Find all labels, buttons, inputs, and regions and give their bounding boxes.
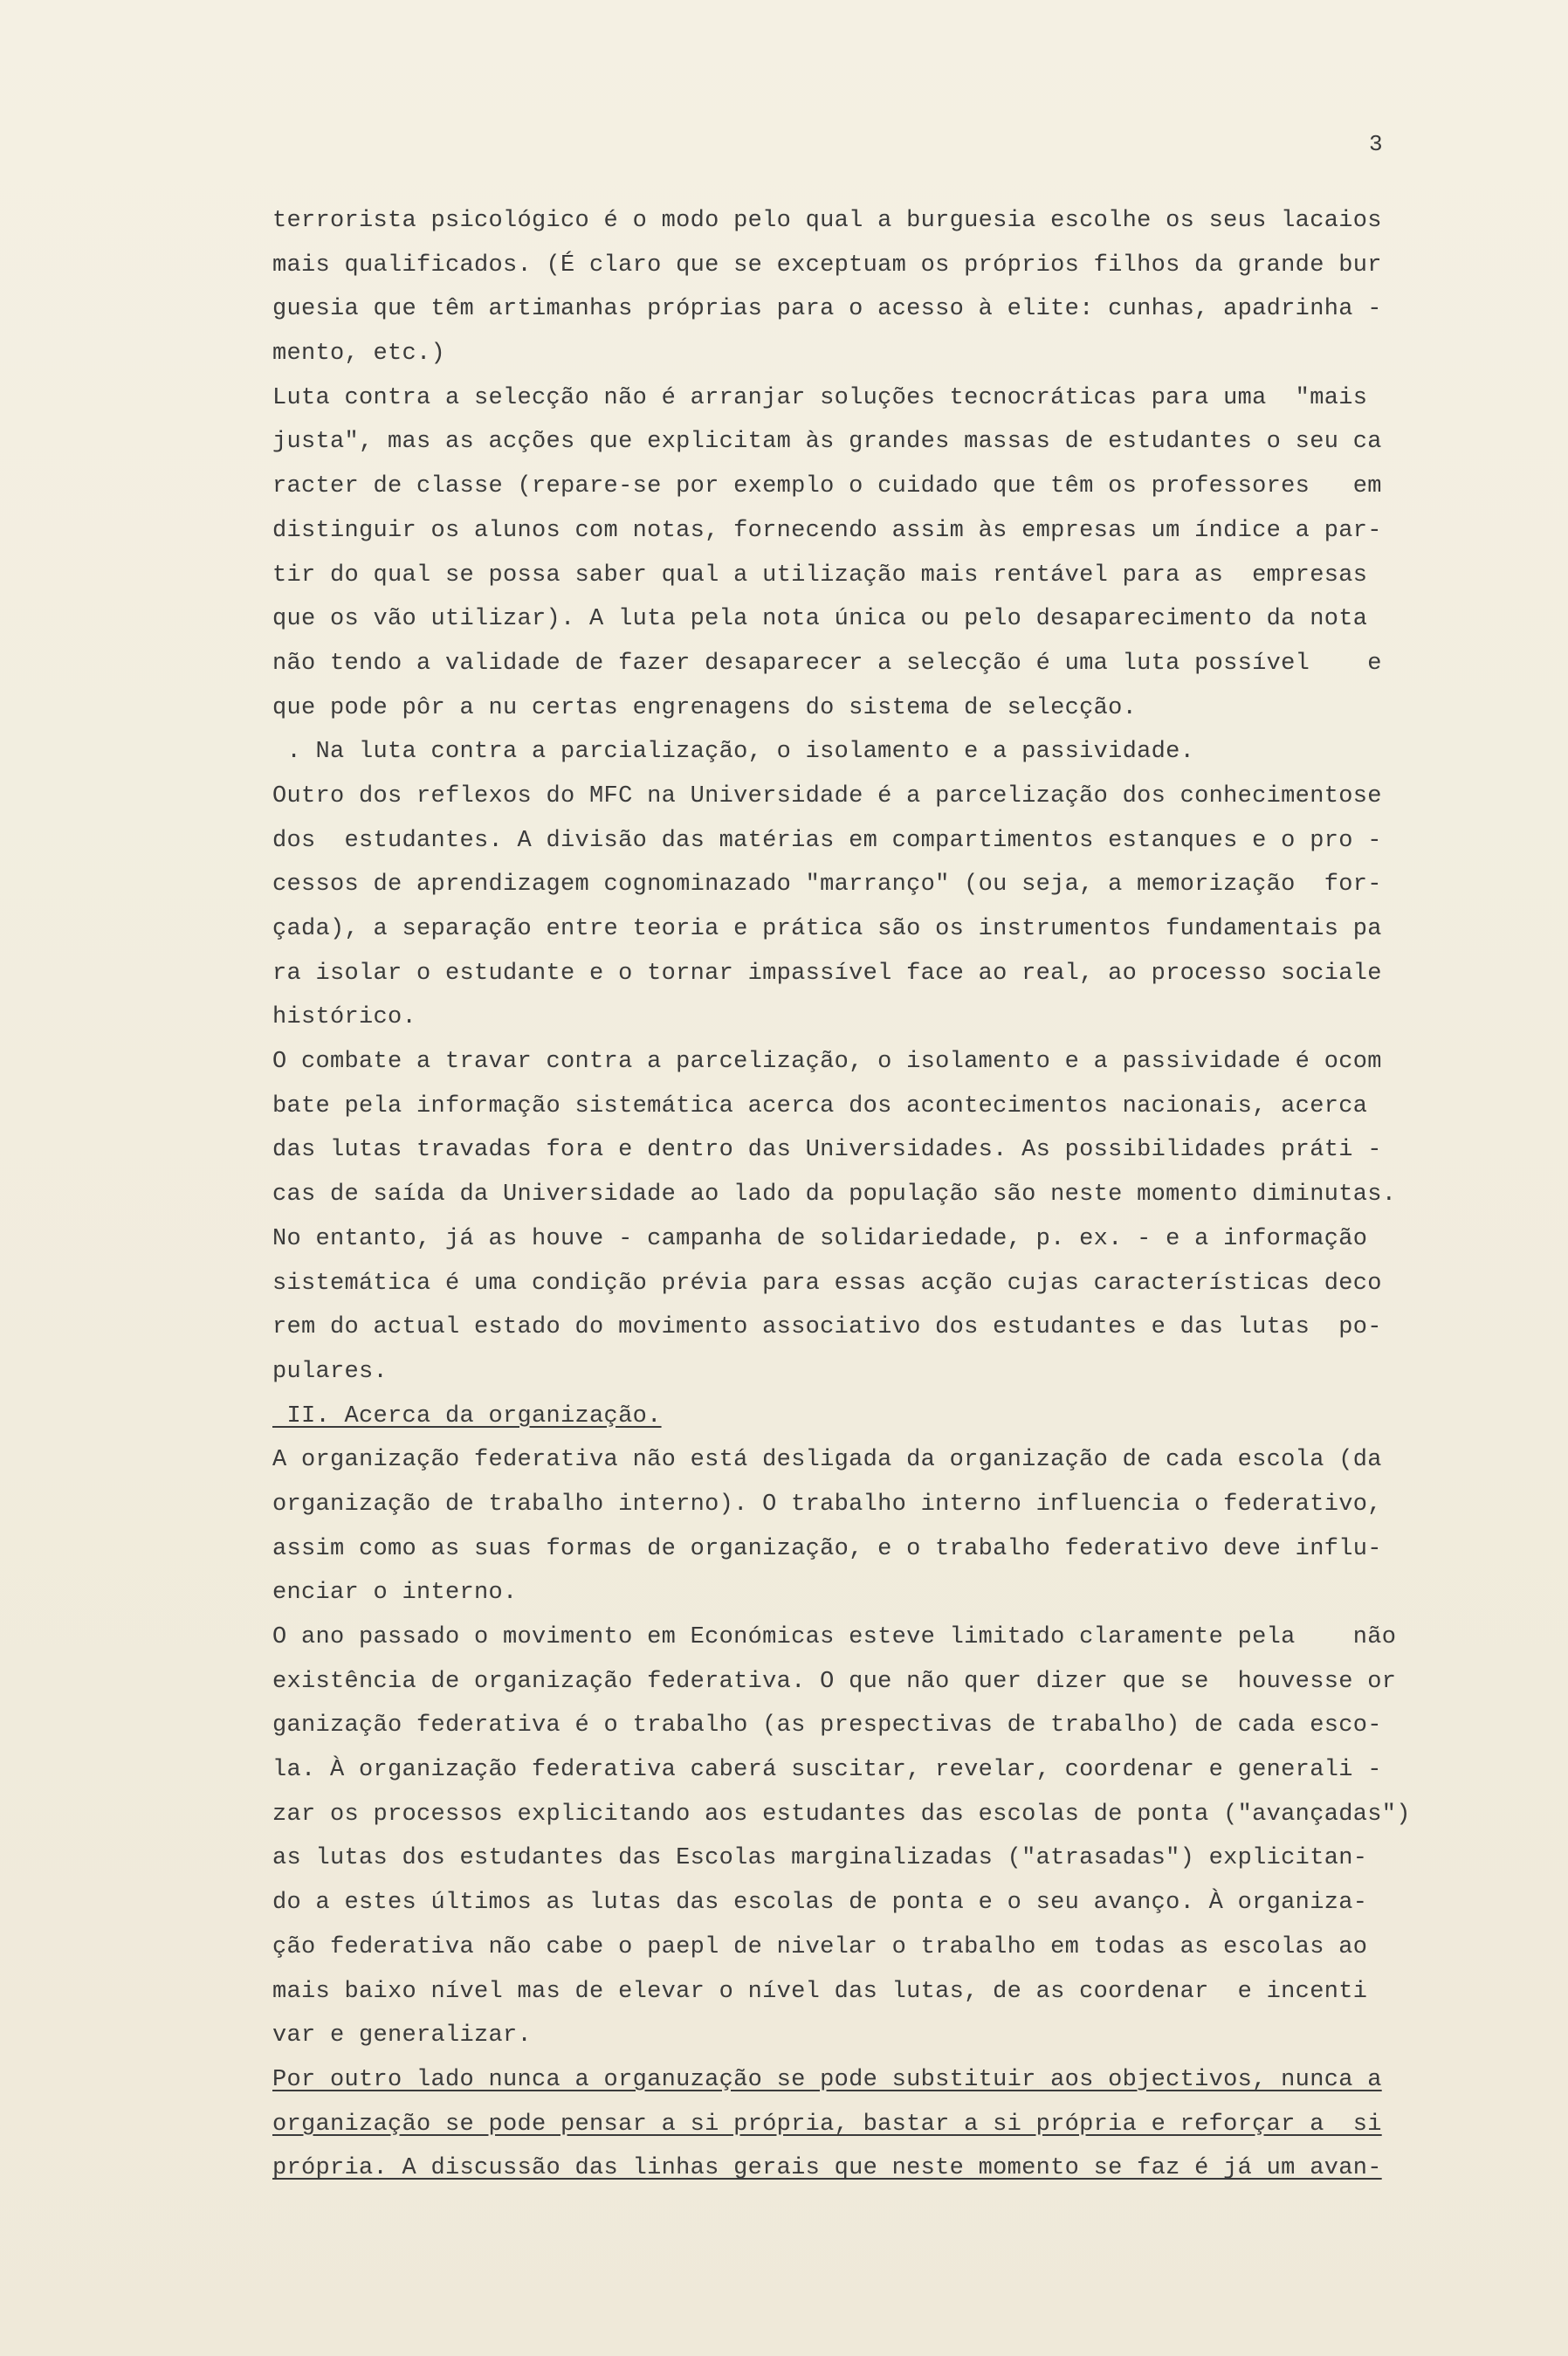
text-line: zar os processos explicitando aos estudantes das escolas de ponta ("avançadas") <box>272 1801 1411 1828</box>
text-line: var e generalizar. <box>272 2022 533 2049</box>
text-line: enciar o interno. <box>272 1580 518 1607</box>
text-line: O combate a travar contra a parcelização, o isolamento e a passividade é ocom <box>272 1049 1382 1076</box>
page-number: 3 <box>1369 131 1383 157</box>
text-line: não tendo a validade de fazer desaparecer a selecção é uma luta possível e <box>272 650 1382 677</box>
text-line: das lutas travadas fora e dentro das Universidades. As possibilidades práti - <box>272 1137 1382 1164</box>
text-line: mento, etc.) <box>272 341 446 368</box>
text-line: racter de classe (repare-se por exemplo o cuidado que têm os professores em <box>272 473 1382 500</box>
text-line: justa", mas as acções que explicitam às grandes massas de estudantes o seu ca <box>272 429 1382 456</box>
text-line: rem do actual estado do movimento associativo dos estudantes e das lutas po- <box>272 1314 1382 1341</box>
text-line: distinguir os alunos com notas, fornecendo assim às empresas um índice a par- <box>272 517 1382 544</box>
underlined-line: própria. A discussão das linhas gerais que neste momento se faz é já um avan- <box>272 2155 1382 2182</box>
text-line: dos estudantes. A divisão das matérias em compartimentos estanques e o pro - <box>272 827 1382 854</box>
text-line: mais qualificados. (É claro que se exceptuam os próprios filhos da grande bur <box>272 251 1382 279</box>
text-line: ção federativa não cabe o paepl de nivelar o trabalho em todas as escolas ao <box>272 1933 1368 1960</box>
body-text <box>272 199 1411 2191</box>
text-line: do a estes últimos as lutas das escolas de ponta e o seu avanço. À organiza- <box>272 1890 1368 1917</box>
text-line: cas de saída da Universidade ao lado da população são neste momento diminutas. <box>272 1181 1397 1209</box>
text-line: organização de trabalho interno). O trabalho interno influencia o federativo, <box>272 1491 1382 1518</box>
text-line: guesia que têm artimanhas próprias para o acesso à elite: cunhas, apadrinha - <box>272 296 1382 323</box>
section-heading: II. Acerca da organização. <box>272 1402 662 1429</box>
text-line: que pode pôr a nu certas engrenagens do sistema de selecção. <box>272 694 1138 721</box>
text-line: Outro dos reflexos do MFC na Universidade é a parcelização dos conhecimentose <box>272 782 1382 809</box>
text-line: que os vão utilizar). A luta pela nota única ou pelo desaparecimento da nota <box>272 606 1368 633</box>
underlined-line: organização se pode pensar a si própria, bastar a si própria e reforçar a si <box>272 2111 1382 2138</box>
text-line: bate pela informação sistemática acerca dos acontecimentos nacionais, acerca <box>272 1092 1368 1119</box>
text-line: histórico. <box>272 1004 417 1031</box>
text-line: tir do qual se possa saber qual a utilização mais rentável para as empresas <box>272 561 1368 589</box>
text-line: la. À organização federativa caberá suscitar, revelar, coordenar e generali - <box>272 1757 1382 1784</box>
text-line: ra isolar o estudante e o tornar impassível face ao real, ao processo sociale <box>272 960 1382 987</box>
text-line: No entanto, já as houve - campanha de solidariedade, p. ex. - e a informação <box>272 1225 1368 1252</box>
text-line: existência de organização federativa. O que não quer dizer que se houvesse or <box>272 1668 1397 1695</box>
text-line: A organização federativa não está desligada da organização de cada escola (da <box>272 1447 1382 1474</box>
text-line: cessos de aprendizagem cognominazado "marranço" (ou seja, a memorização for- <box>272 871 1382 899</box>
text-line: sistemática é uma condição prévia para essas acção cujas características deco <box>272 1270 1382 1297</box>
text-line: pulares. <box>272 1358 389 1385</box>
text-line: çada), a separação entre teoria e prática são os instrumentos fundamentais pa <box>272 916 1382 942</box>
underlined-line: Por outro lado nunca a organuzação se pode substituir aos objectivos, nunca a <box>272 2066 1382 2093</box>
text-line: assim como as suas formas de organização, e o trabalho federativo deve influ- <box>272 1535 1382 1562</box>
text-line: ganização federativa é o trabalho (as prespectivas de trabalho) de cada esco- <box>272 1712 1382 1739</box>
text-line: mais baixo nível mas de elevar o nível das lutas, de as coordenar e incenti <box>272 1978 1368 2005</box>
text-line: as lutas dos estudantes das Escolas marginalizadas ("atrasadas") explicitan- <box>272 1845 1368 1872</box>
section-heading: . Na luta contra a parcialização, o isolamento e a passividade. <box>272 739 1195 766</box>
text-line: O ano passado o movimento em Económicas esteve limitado claramente pela não <box>272 1624 1397 1650</box>
text-line: Luta contra a selecção não é arranjar soluções tecnocráticas para uma "mais <box>272 384 1368 411</box>
text-line: terrorista psicológico é o modo pelo qual a burguesia escolhe os seus lacaios <box>272 208 1382 234</box>
